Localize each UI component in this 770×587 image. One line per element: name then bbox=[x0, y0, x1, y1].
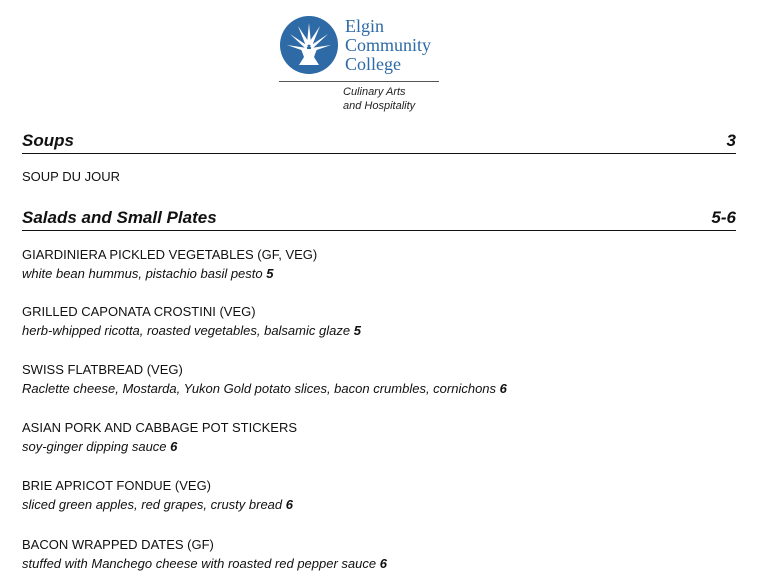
menu-item-description bbox=[22, 264, 742, 283]
department-name-line: Culinary Arts bbox=[343, 86, 406, 98]
section-header-soups bbox=[22, 131, 736, 154]
menu-item-price: 6 bbox=[499, 381, 507, 396]
menu-item-description bbox=[22, 321, 742, 340]
menu-item bbox=[22, 167, 742, 186]
college-name-line: Elgin bbox=[345, 16, 384, 36]
section-price: 3 bbox=[726, 131, 736, 150]
menu-item-price: 5 bbox=[266, 266, 274, 281]
menu-item-price: 6 bbox=[285, 497, 294, 512]
description-text: soy-ginger dipping sauce bbox=[22, 439, 167, 454]
menu-item bbox=[22, 245, 742, 283]
description-text: sliced green apples, red grapes, crusty bread bbox=[22, 497, 283, 512]
menu-item-name: SOUP DU JOUR bbox=[22, 169, 120, 184]
college-name-line: College bbox=[345, 54, 401, 74]
section-price: 5-6 bbox=[711, 208, 736, 227]
menu-item-name: ASIAN PORK AND CABBAGE POT STICKERS bbox=[22, 420, 297, 435]
menu-item bbox=[22, 535, 742, 573]
college-name-line: Community bbox=[345, 35, 432, 55]
department-name-line: and Hospitality bbox=[343, 100, 416, 112]
description-text: white bean hummus, pistachio basil pesto bbox=[22, 266, 263, 281]
menu-item bbox=[22, 360, 742, 398]
menu-item-name: BRIE APRICOT FONDUE (VEG) bbox=[22, 478, 212, 493]
menu-item-name: GRILLED CAPONATA CROSTINI (VEG) bbox=[22, 304, 256, 319]
menu-item-price: 6 bbox=[379, 556, 387, 571]
menu-item bbox=[22, 302, 742, 340]
section-title: Soups bbox=[22, 131, 74, 150]
section-title: Salads and Small Plates bbox=[22, 208, 217, 227]
college-logo bbox=[279, 15, 444, 115]
menu-item bbox=[22, 418, 742, 456]
menu-item bbox=[22, 476, 742, 514]
description-text: Raclette cheese, Mostarda, Yukon Gold potato slices, bacon crumbles, cornichons bbox=[22, 381, 497, 396]
logo-divider bbox=[279, 81, 439, 82]
menu-item-name: BACON WRAPPED DATES (GF) bbox=[22, 537, 214, 552]
menu-item-price: 6 bbox=[170, 439, 178, 454]
menu-item-description bbox=[22, 379, 742, 398]
menu-item-name: SWISS FLATBREAD (VEG) bbox=[22, 362, 183, 377]
description-text: herb-whipped ricotta, roasted vegetables, balsamic glaze bbox=[22, 323, 351, 338]
menu-item-description bbox=[22, 554, 742, 573]
college-name bbox=[345, 17, 445, 74]
section-header-salads bbox=[22, 208, 736, 231]
menu-item-name: GIARDINIERA PICKLED VEGETABLES (GF, VEG) bbox=[22, 247, 318, 262]
department-name bbox=[343, 85, 415, 113]
menu-item-description bbox=[22, 495, 742, 514]
menu-item-description bbox=[22, 437, 742, 456]
menu-item-price: 5 bbox=[353, 323, 361, 338]
college-emblem-icon bbox=[279, 15, 339, 75]
description-text: stuffed with Manchego cheese with roasted red pepper sauce bbox=[22, 556, 377, 571]
